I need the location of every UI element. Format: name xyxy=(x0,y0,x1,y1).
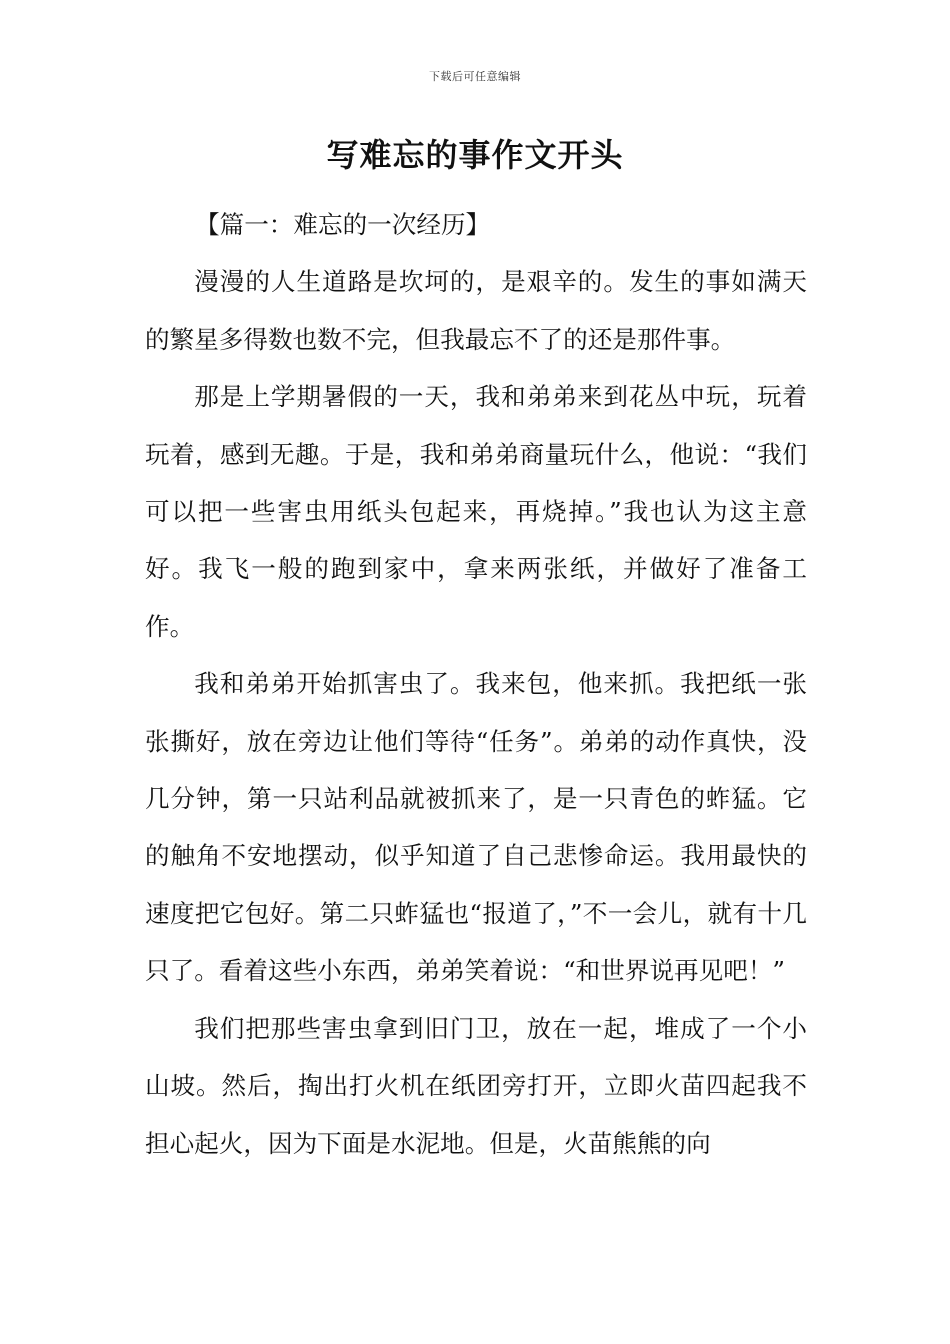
paragraph-4: 我们把那些害虫拿到旧门卫，放在一起，堆成了一个小山坡。然后，掏出打火机在纸团旁打开，立即火苗四起我不担心起火，因为下面是水泥地。但是，火苗熊熊的向 xyxy=(145,1013,807,1158)
paragraph-3: 我和弟弟开始抓害虫了。我来包，他来抓。我把纸一张张撕好，放在旁边让他们等待“任务”。弟弟的动作真快，没几分钟，第一只站利品就被抓来了，是一只青色的蚱猛。它的触角不安地摆动，似乎知道了自己悲惨命运。我用最快的速度把它包好。第二只蚱猛也“报道了，”不一会儿，就有十几只了。看着这些小东西，弟弟笑着说：“和世界说再见吧！” xyxy=(145,669,807,986)
document-title: 写难忘的事作文开头 xyxy=(326,136,624,174)
header-note: 下载后可任意编辑 xyxy=(429,70,521,83)
paragraph-2: 那是上学期暑假的一天，我和弟弟来到花丛中玩，玩着玩着，感到无趣。于是，我和弟弟商量玩什么，他说：“我们可以把一些害虫用纸头包起来，再烧掉。”我也认为这主意好。我飞一般的跑到家中，拿来两张纸，并做好了准备工作。 xyxy=(145,382,807,641)
paragraph-1: 漫漫的人生道路是坎坷的，是艰辛的。发生的事如满天的繁星多得数也数不完，但我最忘不了的还是那件事。 xyxy=(145,267,807,354)
document-body xyxy=(145,196,807,1172)
section-heading: 【篇一：难忘的一次经历】 xyxy=(195,210,491,239)
